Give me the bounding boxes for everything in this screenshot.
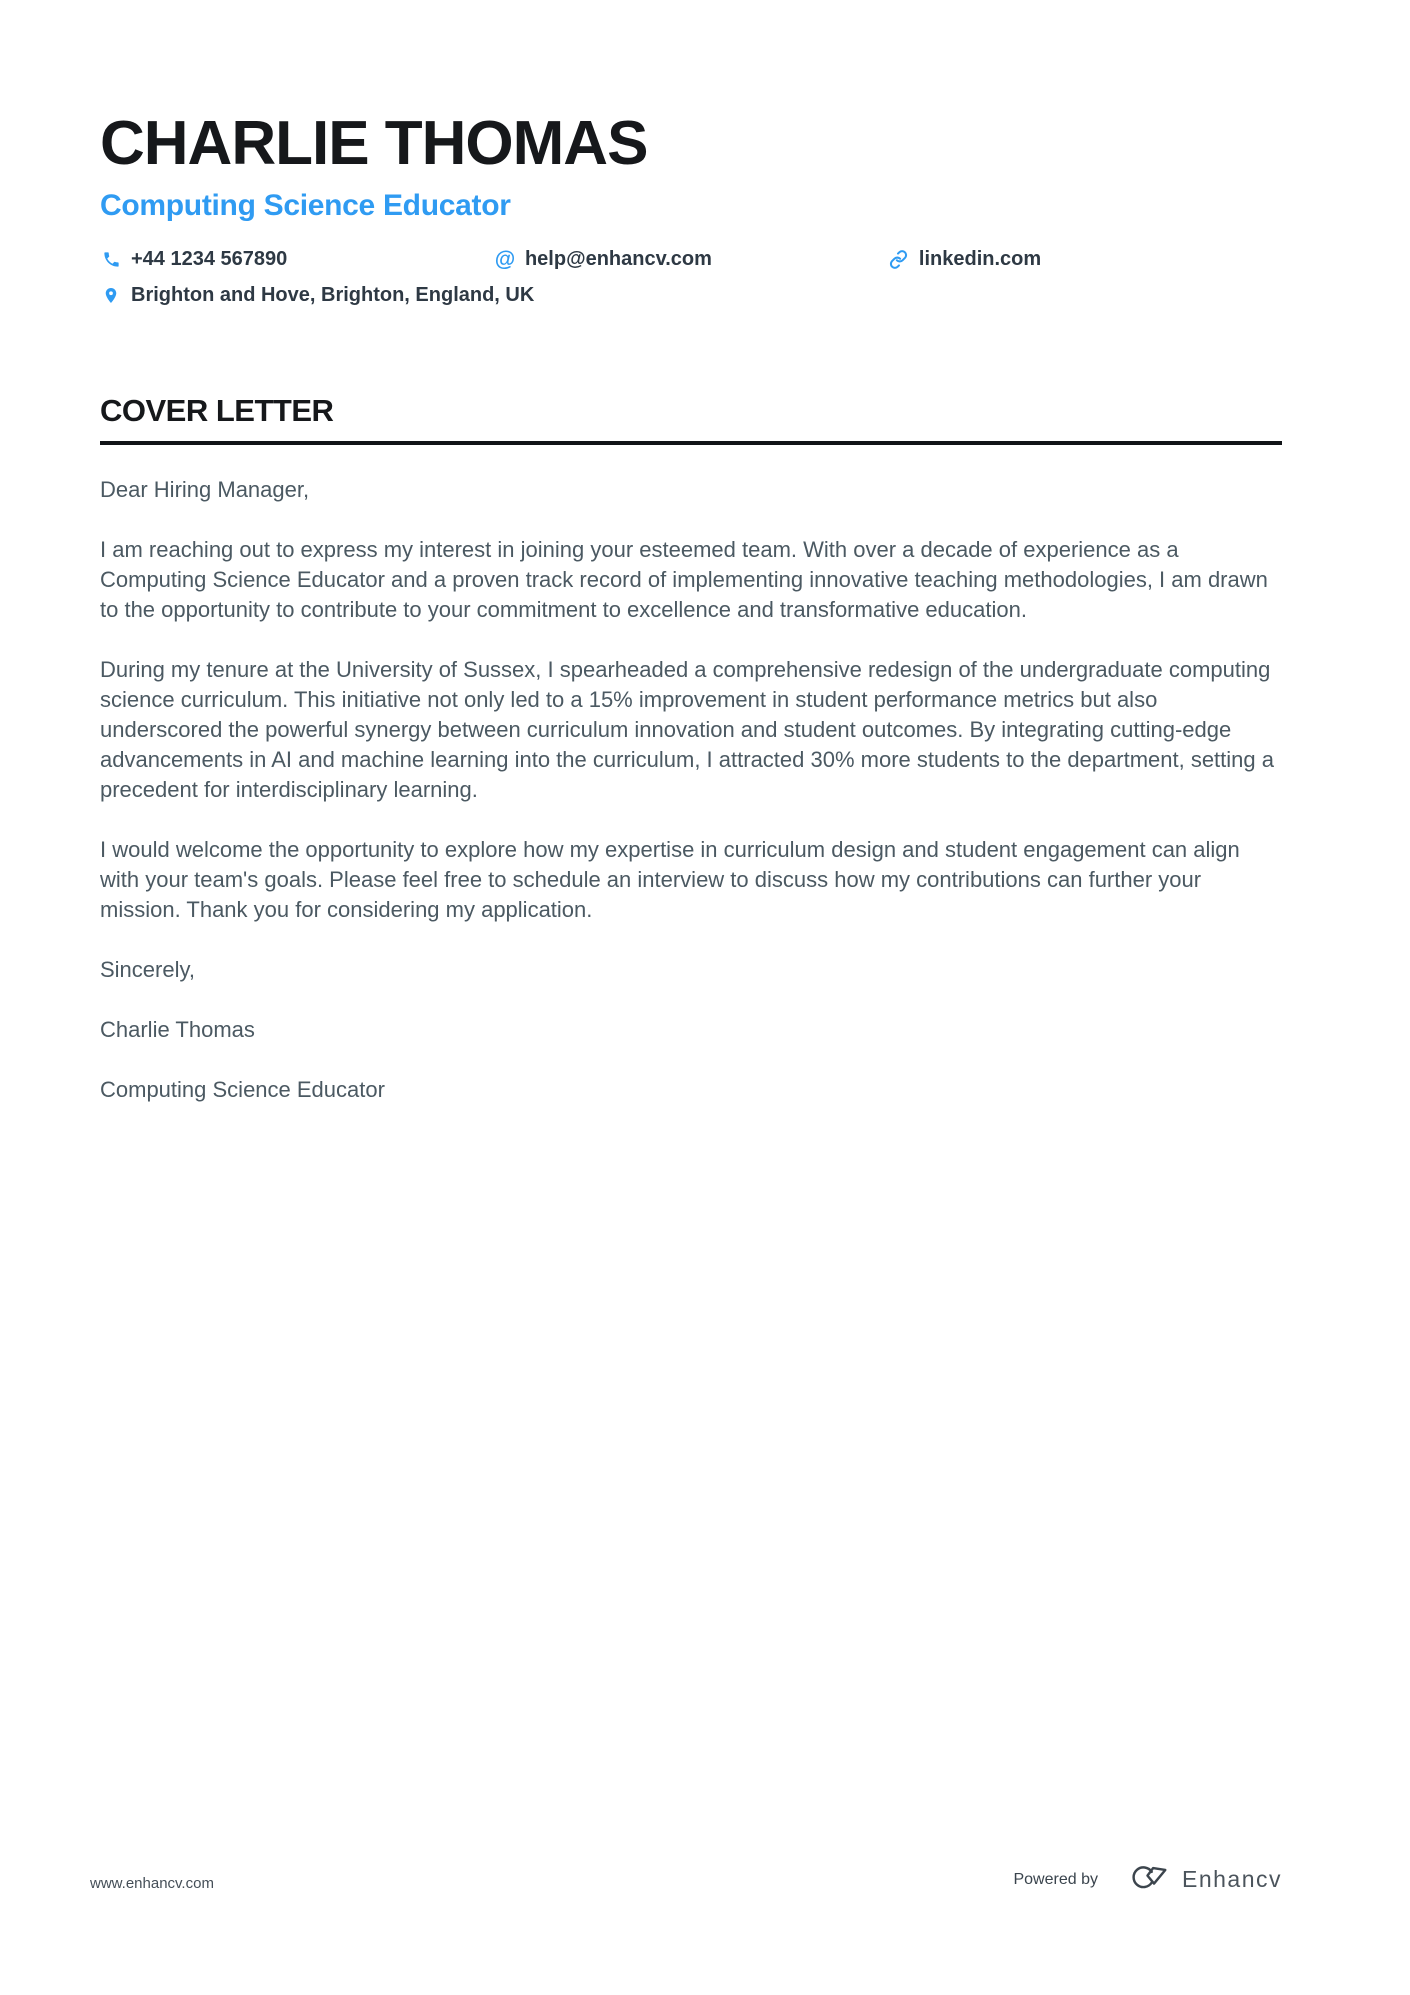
location-row	[100, 284, 1282, 307]
section-heading: COVER LETTER	[100, 393, 1282, 445]
contact-phone-text: +44 1234 567890	[131, 248, 288, 271]
at-icon: @	[494, 248, 516, 272]
footer-website-link[interactable]: www.enhancv.com	[90, 1875, 214, 1892]
cover-letter-section	[100, 393, 1282, 1105]
enhancv-brand-name: Enhancv	[1181, 1866, 1282, 1892]
signature-name: Charlie Thomas	[100, 1017, 255, 1043]
contact-email[interactable]	[494, 248, 888, 271]
location-pin-icon	[100, 285, 122, 307]
phone-icon	[100, 249, 122, 271]
powered-by-label: Powered by	[1013, 1870, 1098, 1888]
contact-location-text: Brighton and Hove, Brighton, England, UK	[131, 284, 535, 307]
person-name: CHARLIE THOMAS	[100, 109, 648, 178]
link-icon	[888, 249, 910, 271]
contact-row	[100, 248, 1282, 271]
enhancv-logo-icon	[1124, 1862, 1170, 1897]
letter-body	[100, 475, 1282, 1105]
letter-paragraph: I am reaching out to express my interest in joining your esteemed team. With over a decade of experience as a Computing Science Educator and a proven track record of implementing innovative teaching methodologies, I am drawn to the opportunity to contribute to your commitment to excellence and transformative education.	[100, 537, 1268, 623]
signature-title: Computing Science Educator	[100, 1077, 385, 1103]
contact-phone[interactable]	[100, 248, 494, 271]
letter-paragraph: I would welcome the opportunity to explore how my expertise in curriculum design and student engagement can align with your team's goals. Please feel free to schedule an interview to discuss how my contributions can further your mission. Thank you for considering my application.	[100, 837, 1240, 923]
closing: Sincerely,	[100, 957, 195, 983]
contact-email-text: help@enhancv.com	[524, 248, 712, 271]
letter-paragraph: During my tenure at the University of Sussex, I spearheaded a comprehensive redesign of the undergraduate computing science curriculum. This initiative not only led to a 15% improvement in student performance metrics but also underscored the powerful synergy between curriculum innovation and student outcomes. By integrating cutting-edge advancements in AI and machine learning into the curriculum, I attracted 30% more students to the department, setting a precedent for interdisciplinary learning.	[100, 657, 1274, 803]
contact-link[interactable]	[888, 248, 1282, 271]
header	[100, 0, 1282, 307]
contact-link-text: linkedin.com	[918, 248, 1042, 271]
person-job-title: Computing Science Educator	[100, 189, 511, 223]
salutation: Dear Hiring Manager,	[100, 477, 310, 503]
contact-location	[100, 284, 534, 307]
footer-branding	[1013, 1862, 1282, 1897]
